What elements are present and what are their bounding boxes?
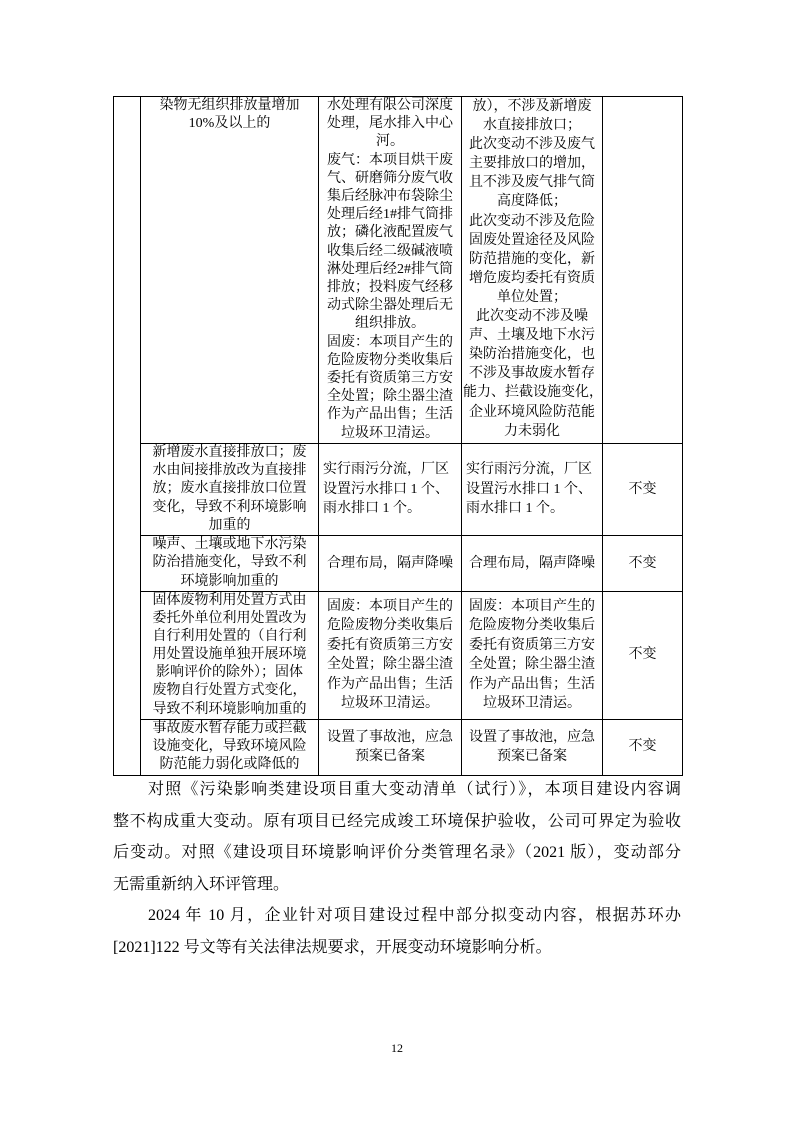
table-row-2-col-2 xyxy=(141,444,319,536)
change-comparison-table xyxy=(113,96,683,776)
table-cell-line: 合理布局，隔声降噪 xyxy=(327,555,453,571)
table-row-4-col-5 xyxy=(603,592,683,720)
table-cell-line: 全处置；除尘器尘渣 xyxy=(327,389,453,405)
table-cell-line: 增危废均委托有资质 xyxy=(469,270,595,286)
table-cell-line: 水处理有限公司深度 xyxy=(327,98,453,113)
table-cell-line: 不变 xyxy=(628,555,657,571)
table-cell-line: 声、土壤及地下水污 xyxy=(469,328,595,344)
table-cell-line: 垃圾环卫清运。 xyxy=(341,425,439,441)
table-cell-line: 固体废物利用处置方式由 xyxy=(152,593,307,608)
table-cell-line: 雨水排口 1 个。 xyxy=(466,501,564,517)
table-cell-line: 固废：本项目产生的 xyxy=(327,598,453,614)
table-cell-line: 雨水排口 1 个。 xyxy=(323,501,421,517)
table-row xyxy=(114,444,683,536)
table-cell-line: 主要排放口的增加， xyxy=(469,156,595,172)
table-cell-line: 此次变动不涉及危险 xyxy=(469,213,595,229)
table-cell-line: 废气：本项目烘干废 xyxy=(327,152,453,168)
table-cell-line: 加重的 xyxy=(208,517,251,533)
table-cell-line: 染物无组织排放量增加 xyxy=(159,98,300,113)
table-cell-line: 防范能力弱化或降低的 xyxy=(159,757,300,773)
table-cell-line: 不涉及事故废水暂存 xyxy=(469,366,595,382)
table-cell-line: 新增废水直接排放口；废 xyxy=(152,445,307,461)
page-number: 12 xyxy=(391,1041,403,1055)
table-cell-line: 防范措施的变化，新 xyxy=(469,251,595,267)
table-row-1-col-5 xyxy=(603,97,683,444)
table-cell-line: 不变 xyxy=(628,647,657,663)
table-cell-line: 固废处置途径及风险 xyxy=(469,232,595,248)
table-cell-line: 预案已备案 xyxy=(355,749,425,765)
table-cell-line: 垃圾环卫清运。 xyxy=(341,696,439,712)
body-text xyxy=(113,774,681,963)
table-row-1-col-2 xyxy=(141,97,319,444)
table-cell-line: 防治措施变化，导致不利 xyxy=(152,555,307,571)
table-cell-line: 水由间接排放改为直接排 xyxy=(152,463,307,479)
paragraph-line: 无需重新纳入环评管理。 xyxy=(113,875,290,893)
table-cell-line: 放；废水直接排放口位置 xyxy=(152,481,307,497)
table-cell-line: 排放；投料废气经移 xyxy=(327,280,453,296)
table-row-2-col-3 xyxy=(319,444,462,536)
table-row-1-col-4 xyxy=(462,97,603,444)
table-cell-line: 设置了事故池，应急 xyxy=(469,729,595,745)
paragraph-line: [2021]122 号文等有关法律法规要求，开展变动环境影响分析。 xyxy=(113,938,552,956)
table-row-4-col-4 xyxy=(462,592,603,720)
table-cell-line: 企业环境风险防范能 xyxy=(469,404,595,420)
table-row-5-col-3 xyxy=(319,719,462,775)
table-row-3-col-2 xyxy=(141,536,319,592)
table-merged-first-column-cell xyxy=(114,97,141,776)
table-cell-line: 气、研磨筛分废气收 xyxy=(327,170,453,186)
table-cell-line: 处理后经1#排气筒排 xyxy=(327,207,453,223)
table-row xyxy=(114,536,683,592)
table-cell-line: 全处置；除尘器尘渣 xyxy=(469,657,595,673)
table-cell-line: 作为产品出售；生活 xyxy=(327,676,453,692)
table-cell-line: 水直接排放口； xyxy=(483,118,581,134)
table-cell-line: 用处置设施单独开展环境 xyxy=(152,647,307,663)
table-cell-line: 淋处理后经2#排气筒 xyxy=(327,261,453,277)
table-cell-line: 收集后经二级碱液喷 xyxy=(327,243,453,259)
paragraph-line: 后变动。对照《建设项目环境影响评价分类管理名录》（2021 版），变动部分 xyxy=(113,844,681,861)
table-cell-line: 且不涉及废气排气筒 xyxy=(469,175,595,191)
paragraph-line: 2024 年 10 月，企业针对项目建设过程中部分拟变动内容，根据苏环办 xyxy=(148,907,681,924)
table-cell-line: 委托外单位利用处置改为 xyxy=(152,611,307,627)
table-row-4-col-3 xyxy=(319,592,462,720)
table-row xyxy=(114,719,683,775)
table-cell-line: 单位处置； xyxy=(497,289,567,305)
table-cell-line: 设置污水排口 1 个、 xyxy=(323,481,449,497)
table-cell-line: 动式除尘器处理后无 xyxy=(327,298,453,314)
table-cell-line: 委托有资质第三方安 xyxy=(327,371,453,387)
table-row-1-col-3 xyxy=(319,97,462,444)
table-cell-line: 河。 xyxy=(376,134,404,150)
table-cell-line: 危险废物分类收集后 xyxy=(327,352,453,368)
table-cell-line: 设施变化，导致环境风险 xyxy=(152,739,307,755)
table-row xyxy=(114,97,683,444)
table-cell-line: 设置污水排口 1 个、 xyxy=(466,481,592,497)
table-cell-line: 变化，导致不利环境影响 xyxy=(152,499,307,515)
table-cell-line: 实行雨污分流，厂区 xyxy=(323,462,449,478)
table-cell-line: 事故废水暂存能力或拦截 xyxy=(152,721,307,737)
table-row-4-col-2 xyxy=(141,592,319,720)
table-cell-line: 合理布局，隔声降噪 xyxy=(469,555,595,571)
table-cell-line: 放；磷化液配置废气 xyxy=(327,225,453,241)
table-row-3-col-4 xyxy=(462,536,603,592)
body-paragraph xyxy=(113,900,681,963)
table-cell-line: 导致不利环境影响加重的 xyxy=(152,701,307,717)
table-cell-line: 此次变动不涉及废气 xyxy=(469,137,595,153)
table-cell-line: 全处置；除尘器尘渣 xyxy=(327,657,453,673)
paragraph-line: 对照《污染影响类建设项目重大变动清单（试行）》，本项目建设内容调 xyxy=(148,781,681,798)
table-cell-line: 处理，尾水排入中心 xyxy=(327,116,453,132)
table-cell-line: 环境影响加重的 xyxy=(180,573,279,589)
table-cell-line: 放），不涉及新增废 xyxy=(472,99,592,114)
table-cell-line: 委托有资质第三方安 xyxy=(327,637,453,653)
table-cell-line: 10%及以上的 xyxy=(188,116,271,132)
table-cell-line: 废物自行处置方式变化， xyxy=(152,683,307,699)
table-cell-line: 噪声、土壤或地下水污染 xyxy=(152,537,307,553)
table-cell-line: 预案已备案 xyxy=(497,749,567,765)
table-cell-line: 危险废物分类收集后 xyxy=(327,618,453,634)
table-cell-line: 作为产品出售；生活 xyxy=(327,407,453,423)
paragraph-line: 整不构成重大变动。原有项目已经完成竣工环境保护验收，公司可界定为验收 xyxy=(113,812,681,830)
table-cell-line: 不变 xyxy=(628,739,657,755)
table-row-5-col-4 xyxy=(462,719,603,775)
table-cell-line: 组织排放。 xyxy=(355,316,425,332)
table-cell-line: 委托有资质第三方安 xyxy=(469,637,595,653)
table-cell-line: 集后经脉冲布袋除尘 xyxy=(327,189,453,205)
table-row-2-col-4 xyxy=(462,444,603,536)
table-cell-line: 不变 xyxy=(628,481,657,497)
table-cell-line: 高度降低； xyxy=(497,194,567,210)
table-cell-line: 自行利用处置的（自行利 xyxy=(152,629,307,645)
table-cell-line: 危险废物分类收集后 xyxy=(469,618,595,634)
table-row-3-col-5 xyxy=(603,536,683,592)
table-row-5-col-5 xyxy=(603,719,683,775)
table-row-5-col-2 xyxy=(141,719,319,775)
table-cell-line: 垃圾环卫清运。 xyxy=(483,696,581,712)
body-paragraph xyxy=(113,774,681,900)
table-cell-line: 染防治措施变化，也 xyxy=(469,347,595,363)
table-cell-line: 固废：本项目产生的 xyxy=(469,598,595,614)
table-cell-line: 此次变动不涉及噪 xyxy=(476,309,588,325)
table-cell-line: 作为产品出售；生活 xyxy=(469,676,595,692)
table-row-2-col-5 xyxy=(603,444,683,536)
table-cell-line: 固废：本项目产生的 xyxy=(327,334,453,350)
table-cell-line: 影响评价的除外）；固体 xyxy=(156,665,303,681)
table-cell-line: 力未弱化 xyxy=(504,423,560,439)
table-row xyxy=(114,592,683,720)
table-row-3-col-3 xyxy=(319,536,462,592)
table-cell-line: 能力、拦截设施变化， xyxy=(463,385,603,401)
table-cell-line: 设置了事故池，应急 xyxy=(327,729,453,745)
table-cell-line: 实行雨污分流，厂区 xyxy=(466,462,592,478)
